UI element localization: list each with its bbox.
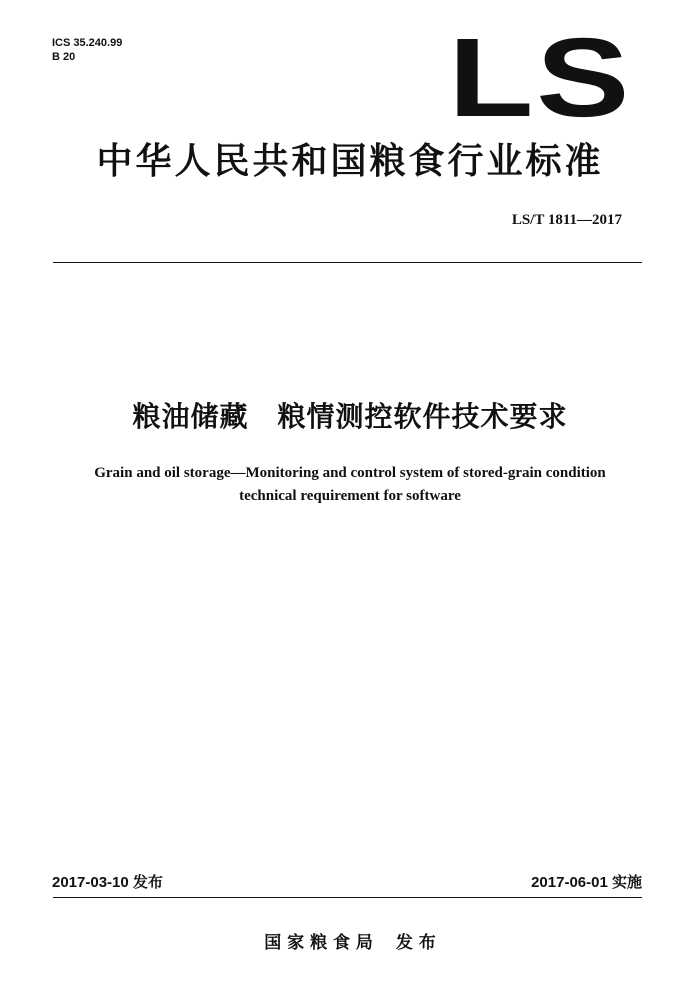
footer-divider: [53, 897, 642, 898]
document-title-chinese: 粮油储藏 粮情测控软件技术要求: [132, 400, 568, 433]
ls-logo: LS: [448, 15, 632, 140]
issue-date: 2017-03-10 发布: [52, 874, 163, 891]
classification-codes: [52, 36, 122, 64]
ics-code: ICS 35.240.99: [52, 37, 123, 49]
english-title-line-1: Grain and oil storage—Monitoring and control system of stored-grain condition: [94, 465, 606, 481]
implementation-date: 2017-06-01 实施: [531, 874, 642, 891]
english-title-line-2: technical requirement for software: [239, 488, 461, 504]
header-divider: [53, 262, 642, 263]
standard-category-title: 中华人民共和国粮食行业标准: [96, 141, 604, 182]
issuing-authority: 国 家 粮 食 局 发 布: [264, 933, 436, 953]
ccs-code: B 20: [52, 51, 76, 63]
document-title-english: [0, 462, 700, 508]
standard-code: LS/T 1811—2017: [511, 212, 622, 228]
